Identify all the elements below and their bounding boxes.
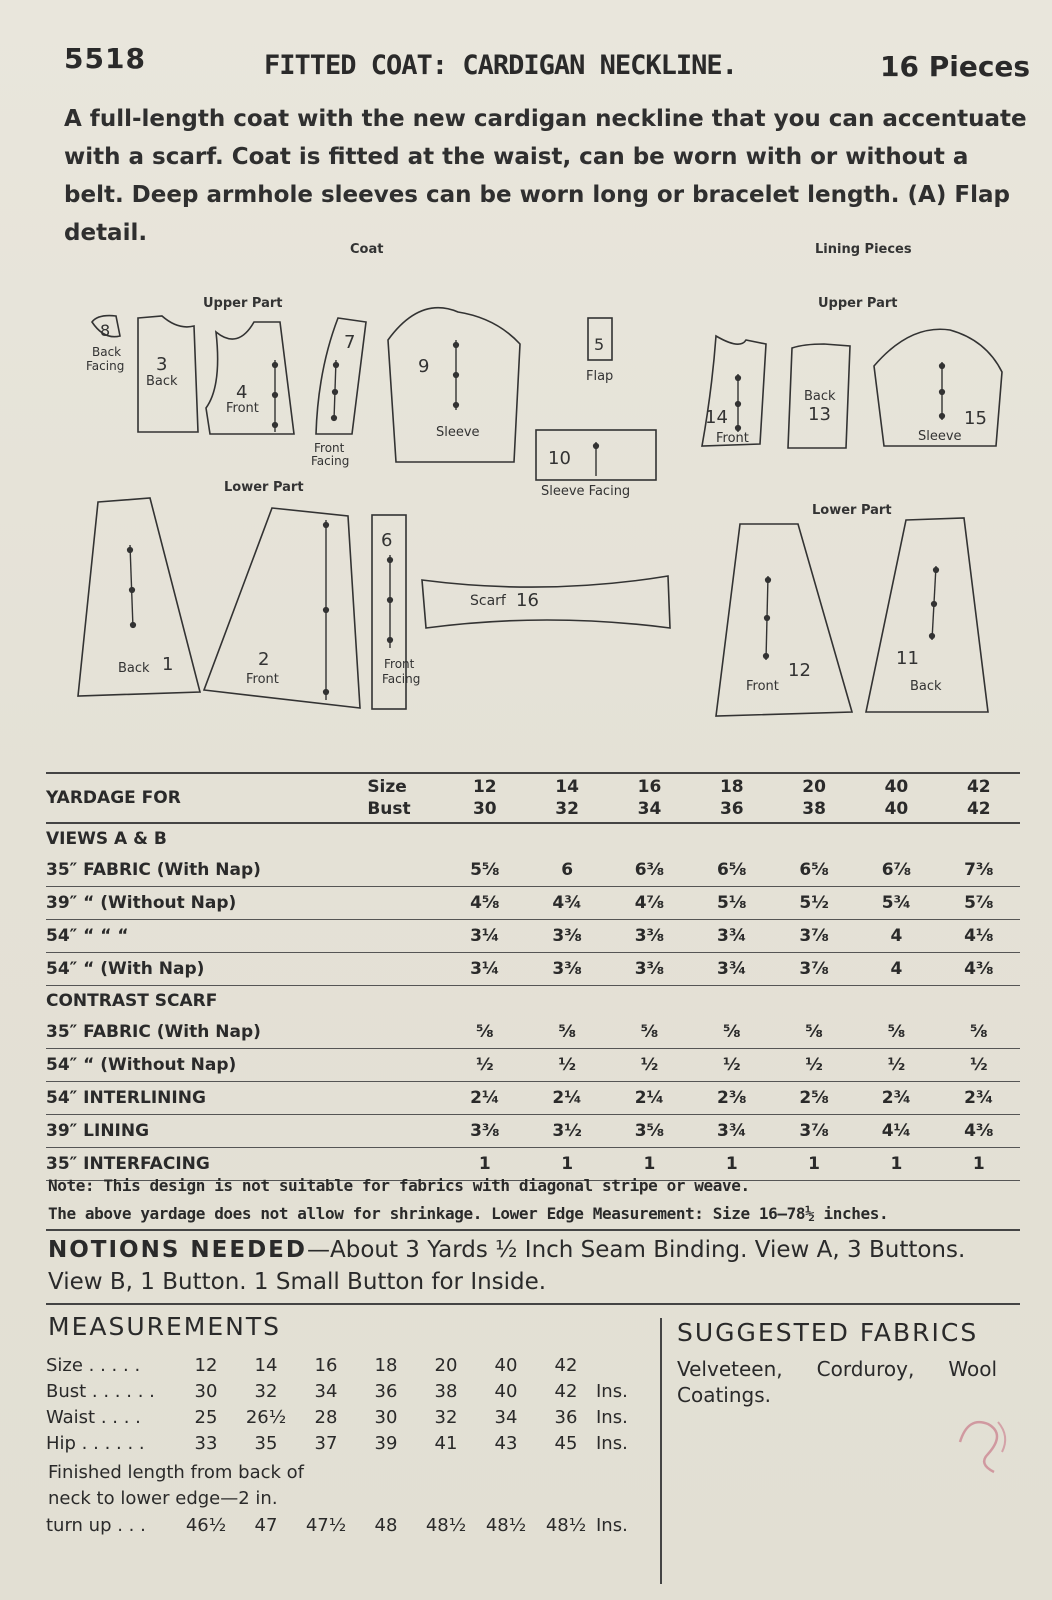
turnup-value: 46½	[185, 1514, 227, 1536]
fabric-label: 39″ “ (Without Nap)	[46, 887, 367, 920]
piece-16-number: 16	[516, 590, 539, 611]
measurement-value: 38	[434, 1380, 458, 1402]
piece-11-name: Back	[910, 679, 942, 694]
yardage-section-heading: CONTRAST SCARF	[46, 991, 218, 1011]
lining-upper-part-label: Upper Part	[818, 296, 898, 311]
yardage-value: 5⅞	[938, 887, 1020, 920]
size-bust-header	[444, 773, 526, 823]
yardage-value: 2¼	[444, 1082, 526, 1115]
lining-lower-part-label: Lower Part	[812, 503, 892, 518]
yardage-value: 3¼	[444, 953, 526, 986]
yardage-value: 1	[444, 1148, 526, 1181]
size-bust-header	[855, 773, 937, 823]
measurement-value: 42	[554, 1354, 578, 1376]
bust-value: 38	[802, 799, 826, 819]
piece-7-name: Front	[314, 441, 345, 455]
measurement-value: 43	[494, 1432, 518, 1454]
measurement-value: 45	[554, 1432, 578, 1454]
piece-6-name2: Facing	[382, 672, 421, 686]
turnup-value: 47½	[305, 1514, 347, 1536]
size-bust-labels	[367, 773, 443, 823]
measurement-value: 32	[254, 1380, 278, 1402]
measurement-value: 20	[434, 1354, 458, 1376]
yardage-section-row	[46, 986, 1020, 1017]
yardage-value: 4⅜	[938, 1115, 1020, 1148]
finished-line-2: neck to lower edge—2 in.	[48, 1488, 278, 1509]
pencil-mark-stamp	[948, 1402, 1018, 1482]
table-row	[46, 1016, 1020, 1049]
bust-value: 32	[555, 799, 579, 819]
piece-4-name: Front	[226, 401, 259, 416]
table-row	[46, 953, 1020, 986]
yardage-value: ⅝	[938, 1016, 1020, 1049]
yardage-title: YARDAGE FOR	[46, 773, 367, 823]
measurement-value: 39	[374, 1432, 398, 1454]
size-value: 18	[719, 777, 744, 797]
yardage-value: ⅝	[773, 1016, 855, 1049]
measurement-value: 30	[374, 1406, 398, 1428]
pattern-description: A full-length coat with the new cardigan neckline that you can accentuate with a scarf. Coat is fitted at the waist, can be worn with or without a belt. Deep armhole sleeves can be worn long or bracelet length. (A) Flap detail.	[64, 106, 1027, 246]
measurement-value: 41	[434, 1432, 458, 1454]
piece-12-shape	[716, 524, 852, 716]
yardage-value: ½	[691, 1049, 773, 1082]
turnup-unit: Ins.	[596, 1514, 628, 1536]
measurement-value: 36	[554, 1406, 578, 1428]
yardage-value: 5½	[773, 887, 855, 920]
spacer	[367, 1115, 443, 1148]
piece-4-number: 4	[236, 382, 248, 403]
piece-3-number: 3	[156, 354, 168, 375]
fabric-label: 54″ INTERLINING	[46, 1082, 367, 1115]
fabric-label: 39″ LINING	[46, 1115, 367, 1148]
measurement-value: 37	[314, 1432, 338, 1454]
lower-part-label: Lower Part	[224, 480, 304, 495]
yardage-section-row	[46, 823, 1020, 854]
measurements-table	[46, 1352, 646, 1456]
table-row	[46, 1352, 646, 1378]
measurement-value: 12	[194, 1354, 218, 1376]
yardage-value: 6⅝	[691, 854, 773, 887]
piece-4-shape	[206, 322, 294, 434]
spacer	[367, 1049, 443, 1082]
yardage-value: 1	[938, 1148, 1020, 1181]
note-line-1: Note: This design is not suitable for fabrics with diagonal stripe or weave.	[48, 1176, 750, 1195]
piece-14-shape	[702, 336, 766, 446]
yardage-value: 3⅜	[608, 953, 690, 986]
piece-5-name: Flap	[586, 369, 614, 384]
notions-heading: NOTIONS NEEDED	[48, 1237, 307, 1263]
measurement-value: 14	[254, 1354, 278, 1376]
measurement-value: 34	[314, 1380, 338, 1402]
yardage-value: 2⅜	[691, 1082, 773, 1115]
yardage-value: 3⅝	[608, 1115, 690, 1148]
yardage-value: 3½	[526, 1115, 608, 1148]
yardage-value: 3¼	[444, 920, 526, 953]
measurement-value: 32	[434, 1406, 458, 1428]
measurement-value: 34	[494, 1406, 518, 1428]
piece-6-number: 6	[381, 530, 393, 551]
bust-value: 30	[472, 799, 497, 819]
measurement-unit: Ins.	[596, 1380, 628, 1402]
yardage-value: 3¾	[691, 953, 773, 986]
spacer	[367, 1082, 443, 1115]
yardage-value: 3⅜	[608, 920, 690, 953]
upper-part-label: Upper Part	[203, 296, 283, 311]
size-bust-header	[691, 773, 773, 823]
piece-15-name: Sleeve	[918, 429, 962, 444]
measurement-label: Hip . . . . . .	[46, 1432, 145, 1454]
fabric-label: 54″ “ “ “	[46, 920, 367, 953]
measurement-value: 40	[494, 1380, 518, 1402]
yardage-value: 4⅞	[608, 887, 690, 920]
measurements-heading: MEASUREMENTS	[48, 1312, 282, 1341]
pieces-count: 16 Pieces	[880, 50, 1031, 83]
table-row	[46, 1404, 646, 1430]
piece-2-name: Front	[246, 672, 279, 687]
yardage-section-heading: VIEWS A & B	[46, 829, 167, 849]
bust-value: 42	[966, 799, 991, 819]
piece-6-name: Front	[384, 657, 415, 671]
turnup-value: 48½	[485, 1514, 527, 1536]
measurement-value: 40	[494, 1354, 518, 1376]
piece-13-number: 13	[808, 404, 831, 425]
measurement-value: 18	[374, 1354, 398, 1376]
yardage-value: ⅝	[608, 1016, 690, 1049]
pattern-pieces-diagram	[0, 240, 1052, 740]
table-row	[46, 1082, 1020, 1115]
yardage-value: ½	[855, 1049, 937, 1082]
coat-label: Coat	[350, 242, 384, 257]
size-bust-header	[773, 773, 855, 823]
piece-10-number: 10	[548, 448, 571, 469]
size-bust-header	[526, 773, 608, 823]
piece-3-name: Back	[146, 374, 178, 389]
table-row	[46, 854, 1020, 887]
pattern-number: 5518	[64, 42, 146, 75]
turnup-value: 48	[374, 1514, 398, 1536]
yardage-value: ⅝	[691, 1016, 773, 1049]
piece-1-number: 1	[162, 654, 174, 675]
bust-value: 34	[637, 799, 662, 819]
piece-7-number: 7	[344, 332, 356, 353]
fabric-label: 54″ “ (Without Nap)	[46, 1049, 367, 1082]
piece-13-name: Back	[804, 389, 836, 404]
yardage-value: 6⅞	[855, 854, 937, 887]
piece-7-name2: Facing	[311, 454, 350, 468]
size-bust-header	[938, 773, 1020, 823]
piece-16-shape	[422, 576, 670, 628]
piece-8-number: 8	[100, 321, 111, 340]
notions-text: —About 3 Yards ½ Inch Seam Binding. View A, 3 Buttons. View B, 1 Button. 1 Small Button for Inside.	[48, 1237, 966, 1295]
measurement-value: 25	[194, 1406, 218, 1428]
yardage-value: 4¼	[855, 1115, 937, 1148]
yardage-value: 2¾	[855, 1082, 937, 1115]
column-divider	[660, 1318, 662, 1584]
bust-value: 36	[719, 799, 744, 819]
notions-needed	[48, 1234, 1008, 1298]
suggested-fabrics-heading: SUGGESTED FABRICS	[677, 1318, 979, 1347]
yardage-value: 4⅛	[938, 920, 1020, 953]
divider	[46, 1229, 1020, 1231]
spacer	[367, 887, 443, 920]
yardage-value: ½	[526, 1049, 608, 1082]
spacer	[367, 953, 443, 986]
yardage-value: 4⅜	[938, 953, 1020, 986]
bust-label: Bust	[367, 799, 411, 819]
spacer	[367, 1016, 443, 1049]
yardage-value: ½	[608, 1049, 690, 1082]
yardage-value: 3¾	[691, 1115, 773, 1148]
fabric-label: 35″ INTERFACING	[46, 1148, 367, 1181]
yardage-value: ½	[938, 1049, 1020, 1082]
yardage-value: 1	[855, 1148, 937, 1181]
yardage-value: 6	[526, 854, 608, 887]
yardage-value: 5¾	[855, 887, 937, 920]
measurement-unit: Ins.	[596, 1432, 628, 1454]
yardage-value: 3⅜	[526, 953, 608, 986]
table-row	[46, 887, 1020, 920]
spacer	[367, 854, 443, 887]
piece-9-number: 9	[418, 356, 430, 377]
yardage-value: 4	[855, 920, 937, 953]
size-value: 20	[802, 777, 826, 797]
size-value: 40	[884, 777, 909, 797]
suggested-fabrics-text: Velveteen, Corduroy, Wool Coatings.	[677, 1357, 997, 1407]
lining-label: Lining Pieces	[815, 242, 912, 257]
yardage-value: 2¼	[526, 1082, 608, 1115]
table-row	[46, 1115, 1020, 1148]
yardage-value: 4	[855, 953, 937, 986]
size-value: 16	[637, 777, 662, 797]
piece-7-shape	[316, 318, 366, 434]
piece-10-name: Sleeve Facing	[541, 484, 631, 499]
piece-11-number: 11	[896, 648, 919, 669]
table-row	[46, 1049, 1020, 1082]
piece-12-name: Front	[746, 679, 779, 694]
fabric-label: 54″ “ (With Nap)	[46, 953, 367, 986]
fabric-label: 35″ FABRIC (With Nap)	[46, 1016, 367, 1049]
turnup-value: 47	[254, 1514, 278, 1536]
size-value: 12	[472, 777, 497, 797]
yardage-header-row	[46, 773, 1020, 823]
turnup-value: 48½	[545, 1514, 587, 1536]
finished-length-note	[48, 1460, 648, 1512]
yardage-notes	[48, 1172, 1018, 1228]
measurement-value: 30	[194, 1380, 218, 1402]
piece-9-name: Sleeve	[436, 425, 480, 440]
piece-2-number: 2	[258, 649, 270, 670]
yardage-value: ⅝	[855, 1016, 937, 1049]
fabric-label: 35″ FABRIC (With Nap)	[46, 854, 367, 887]
yardage-value: 6⅝	[773, 854, 855, 887]
size-bust-header	[608, 773, 690, 823]
note-line-2: The above yardage does not allow for shrinkage. Lower Edge Measurement: Size 16—78½ inches.	[48, 1204, 889, 1223]
yardage-value: 2¾	[938, 1082, 1020, 1115]
yardage-value: 4⅝	[444, 887, 526, 920]
measurement-value: 36	[374, 1380, 398, 1402]
measurement-label: Waist . . . .	[46, 1406, 141, 1428]
measurement-unit: Ins.	[596, 1406, 628, 1428]
measurement-value: 16	[314, 1354, 338, 1376]
measurement-value: 28	[314, 1406, 338, 1428]
measurement-value: 33	[194, 1432, 218, 1454]
yardage-value: ½	[444, 1049, 526, 1082]
yardage-value: 2⅝	[773, 1082, 855, 1115]
piece-14-name: Front	[716, 431, 749, 446]
yardage-value: 3⅜	[444, 1115, 526, 1148]
table-row	[46, 1378, 646, 1404]
bust-value: 40	[884, 799, 909, 819]
yardage-value: 1	[691, 1148, 773, 1181]
piece-15-number: 15	[964, 408, 987, 429]
yardage-value: 2¼	[608, 1082, 690, 1115]
piece-2-shape	[204, 508, 360, 708]
yardage-value: 7⅜	[938, 854, 1020, 887]
yardage-value: 3⅞	[773, 953, 855, 986]
yardage-value: 1	[526, 1148, 608, 1181]
yardage-value: 3¾	[691, 920, 773, 953]
piece-12-number: 12	[788, 660, 811, 681]
measurement-unit	[596, 1352, 646, 1378]
yardage-value: 5⅛	[691, 887, 773, 920]
yardage-value: 4¾	[526, 887, 608, 920]
yardage-value: ⅝	[444, 1016, 526, 1049]
yardage-value: ⅝	[526, 1016, 608, 1049]
yardage-value: 3⅜	[526, 920, 608, 953]
yardage-value: 3⅞	[773, 1115, 855, 1148]
size-label: Size	[367, 777, 407, 797]
divider	[46, 1303, 1020, 1305]
piece-8-name2: Facing	[86, 359, 125, 373]
measurement-value: 42	[554, 1380, 578, 1402]
yardage-table	[46, 772, 1020, 1181]
table-row	[46, 1430, 646, 1456]
yardage-value: 3⅞	[773, 920, 855, 953]
pattern-title: FITTED COAT: CARDIGAN NECKLINE.	[264, 50, 737, 81]
yardage-value: 1	[608, 1148, 690, 1181]
piece-1-name: Back	[118, 661, 150, 676]
turnup-table	[46, 1512, 646, 1538]
finished-line-1: Finished length from back of	[48, 1462, 305, 1483]
piece-14-number: 14	[705, 407, 728, 428]
size-value: 14	[555, 777, 579, 797]
piece-8-name: Back	[92, 345, 122, 359]
measurement-value: 35	[254, 1432, 278, 1454]
yardage-value: ½	[773, 1049, 855, 1082]
turnup-value: 48½	[425, 1514, 467, 1536]
piece-16-name: Scarf	[470, 593, 506, 609]
measurement-label: Bust . . . . . .	[46, 1380, 155, 1402]
yardage-value: 6⅜	[608, 854, 690, 887]
spacer	[367, 920, 443, 953]
measurement-value: 26½	[245, 1406, 287, 1428]
measurement-label: Size . . . . .	[46, 1354, 141, 1376]
yardage-value: 1	[773, 1148, 855, 1181]
table-row	[46, 920, 1020, 953]
yardage-value: 5⅝	[444, 854, 526, 887]
turnup-label: turn up . . .	[46, 1514, 146, 1536]
piece-5-number: 5	[594, 335, 605, 354]
size-value: 42	[966, 777, 991, 797]
turnup-row	[46, 1512, 646, 1538]
